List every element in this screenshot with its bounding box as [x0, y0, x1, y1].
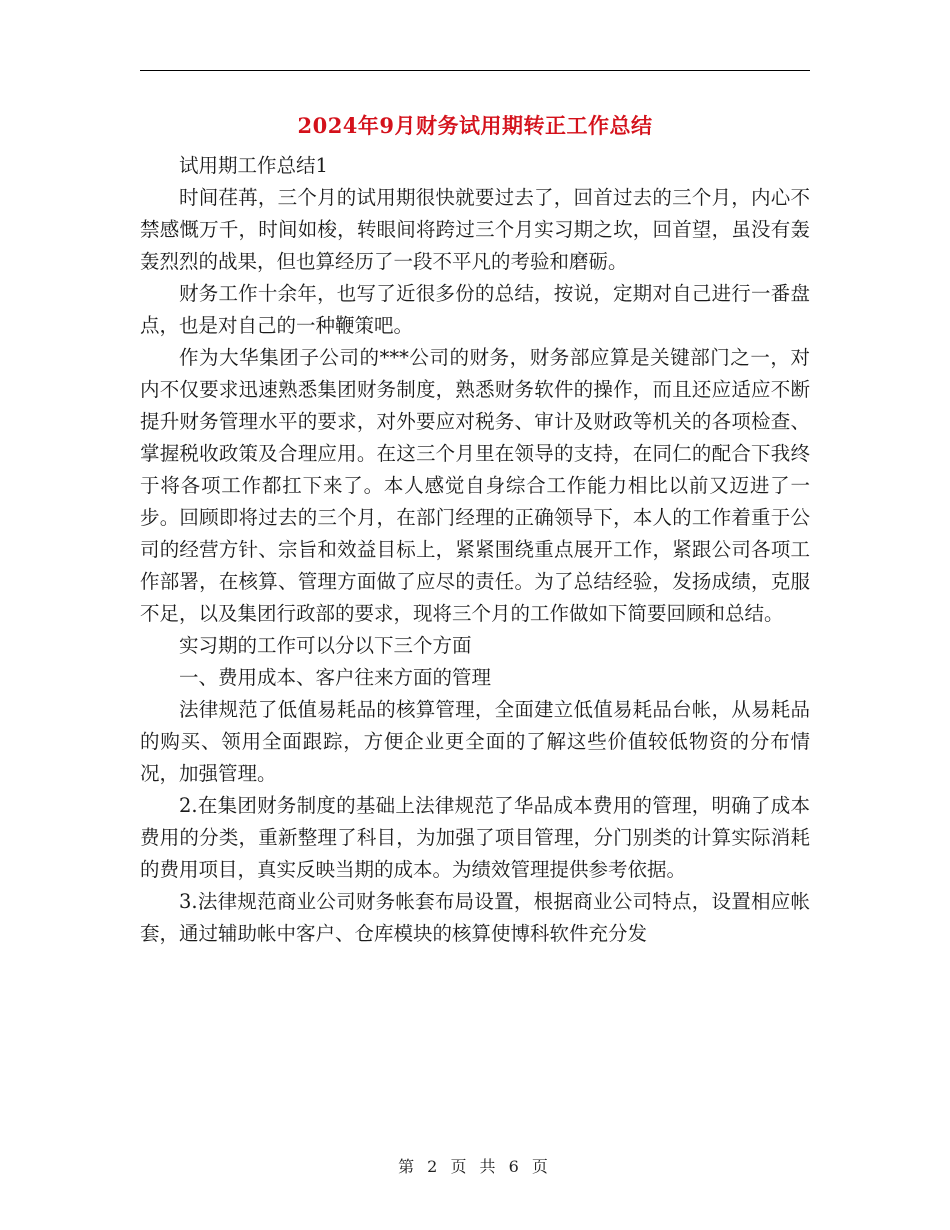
paragraph: 作为大华集团子公司的***公司的财务，财务部应算是关键部门之一，对内不仅要求迅速熟悉集团财务制度，熟悉财务软件的操作，而且还应适应不断提升财务管理水平的要求，对外要应对税务、审计及财政等机关的各项检查、掌握税收政策及合理应用。在这三个月里在领导的支持，在同仁的配合下我终于将各项工作都扛下来了。本人感觉自身综合工作能力相比以前又迈进了一步。回顾即将过去的三个月，在部门经理的正确领导下，本人的工作着重于公司的经营方针、宗旨和效益目标上，紧紧围绕重点展开工作，紧跟公司各项工作部署，在核算、管理方面做了应尽的责任。为了总结经验，发扬成绩，克服不足，以及集团行政部的要求，现将三个月的工作做如下简要回顾和总结。	[140, 346, 810, 625]
paragraph: 2.在集团财务制度的基础上法律规范了华品成本费用的管理，明确了成本费用的分类，重新整理了科目，为加强了项目管理，分门别类的计算实际消耗的费用项目，真实反映当期的成本。为绩效管理提供参考依据。	[140, 794, 810, 881]
document-title: 2024年9月财务试用期转正工作总结	[297, 113, 653, 138]
paragraph: 实习期的工作可以分以下三个方面	[179, 634, 472, 657]
paragraph: 一、费用成本、客户往来方面的管理	[179, 666, 492, 689]
page-footer: 第 2 页 共 6 页	[398, 1157, 552, 1176]
paragraph: 3.法律规范商业公司财务帐套布局设置，根据商业公司特点，设置相应帐套，通过辅助帐中客户、仓库模块的核算使博科软件充分发	[140, 890, 810, 945]
paragraph: 时间荏苒，三个月的试用期很快就要过去了，回首过去的三个月，内心不禁感慨万千，时间如梭，转眼间将跨过三个月实习期之坎，回首望，虽没有轰轰烈烈的战果，但也算经历了一段不平凡的考验和磨砺。	[140, 186, 810, 273]
paragraph: 法律规范了低值易耗品的核算管理，全面建立低值易耗品台帐，从易耗品的购买、领用全面跟踪，方便企业更全面的了解这些价值较低物资的分布情况，加强管理。	[140, 698, 810, 785]
paragraph: 财务工作十余年，也写了近很多份的总结，按说，定期对自己进行一番盘点，也是对自己的一种鞭策吧。	[140, 282, 810, 337]
paragraph: 试用期工作总结1	[179, 154, 328, 177]
document-body	[140, 150, 810, 950]
header-rule	[140, 70, 810, 71]
